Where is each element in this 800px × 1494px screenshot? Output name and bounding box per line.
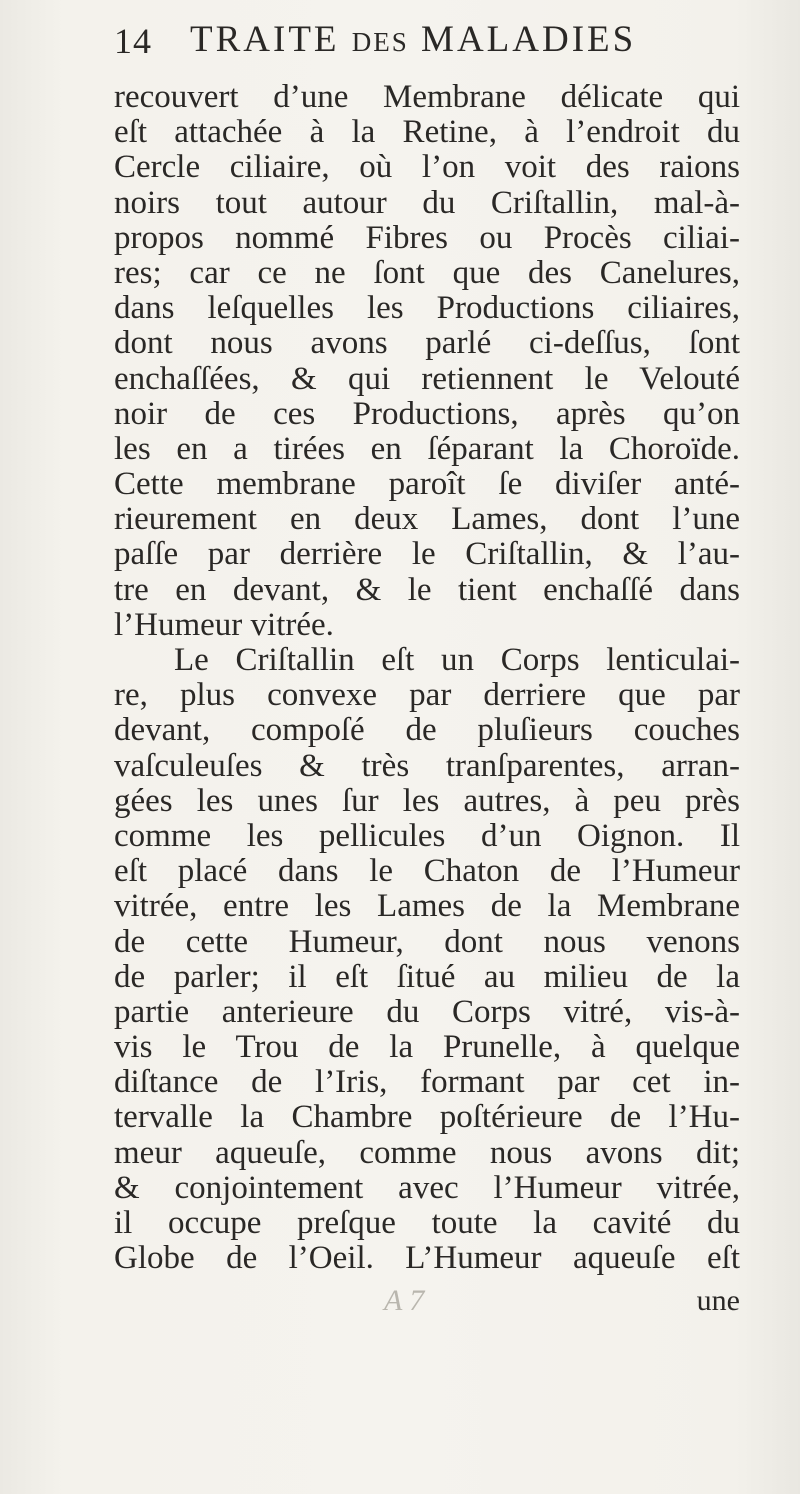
text-line: paſſe par derrière le Criſtallin, & l’au- xyxy=(114,537,740,573)
text-line: meur aqueuſe, comme nous avons dit; xyxy=(114,1135,740,1171)
text-line: dont nous avons parlé ci-deſſus, ſont xyxy=(114,326,740,362)
text-line: Cette membrane paroît ſe diviſer anté- xyxy=(114,467,740,503)
text-line: propos nommé Fibres ou Procès ciliai- xyxy=(114,220,740,256)
catchword: une xyxy=(696,1284,740,1317)
running-title-maladies: MALADIES xyxy=(421,19,637,60)
text-line: comme les pellicules d’un Oignon. Il xyxy=(114,818,740,854)
text-line: res; car ce ne ſont que des Canelures, xyxy=(114,255,740,291)
running-title xyxy=(190,18,636,61)
paragraph-start-line: Le Criſtallin eſt un Corps lenticulai- xyxy=(174,643,740,678)
text-line: vis le Trou de la Prunelle, à quelque xyxy=(114,1030,740,1066)
text-line: gées les unes ſur les autres, à peu près xyxy=(114,783,740,819)
text-line: recouvert d’une Membrane délicate qui xyxy=(114,80,740,115)
text-line: rieurement en deux Lames, dont l’une xyxy=(114,502,740,538)
text-line: noirs tout autour du Criſtallin, mal-à- xyxy=(114,185,740,221)
running-title-traite: TRAITE xyxy=(190,19,340,60)
text-line: de cette Humeur, dont nous venons xyxy=(114,924,740,960)
text-line: enchaſſées, & qui retiennent le Velouté xyxy=(114,361,740,397)
text-line: tervalle la Chambre poſtérieure de l’Hu- xyxy=(114,1100,740,1136)
text-line: vitrée, entre les Lames de la Membrane xyxy=(114,889,740,925)
text-line: eſt attachée à la Retine, à l’endroit du xyxy=(114,115,740,151)
text-line: tre en devant, & le tient enchaſſé dans xyxy=(114,572,740,608)
text-line: Globe de l’Oeil. L’Humeur aqueuſe eſt xyxy=(114,1241,740,1277)
text-line: & conjointement avec l’Humeur vitrée, xyxy=(114,1170,740,1206)
page-number: 14 xyxy=(114,21,152,61)
page-footer xyxy=(114,1284,740,1320)
text-line: Cercle ciliaire, où l’on voit des raions xyxy=(114,150,740,186)
text-line: il occupe preſque toute la cavité du xyxy=(114,1206,740,1241)
text-line: devant, compoſé de pluſieurs couches xyxy=(114,713,740,749)
body-text xyxy=(114,80,740,1276)
text-line: eſt placé dans le Chaton de l’Humeur xyxy=(114,854,740,890)
text-line: re, plus convexe par derriere que par xyxy=(114,678,740,714)
running-title-des: DES xyxy=(351,27,409,57)
text-line: dans leſquelles les Productions ciliaires, xyxy=(114,291,740,327)
paragraph-end-line: l’Humeur vitrée. xyxy=(114,607,334,643)
text-line: vaſculeuſes & très tranſparentes, arran- xyxy=(114,748,740,784)
text-line: diſtance de l’Iris, formant par cet in- xyxy=(114,1065,740,1101)
running-head xyxy=(114,14,740,64)
text-line: les en a tirées en ſéparant la Choroïde. xyxy=(114,431,740,467)
text-line: partie anterieure du Corps vitré, vis-à- xyxy=(114,994,740,1030)
text-line: noir de ces Productions, après qu’on xyxy=(114,396,740,432)
text-line: de parler; il eſt ſitué au milieu de la xyxy=(114,959,740,995)
signature-mark: A 7 xyxy=(384,1284,425,1317)
